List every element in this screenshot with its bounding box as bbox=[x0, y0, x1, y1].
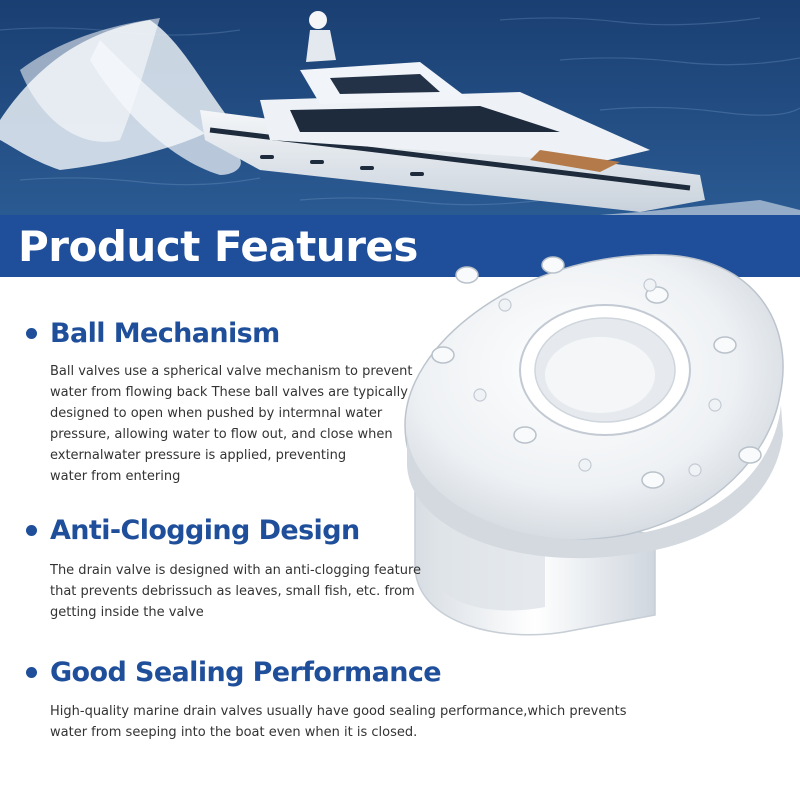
feature-title: Anti-Clogging Design bbox=[50, 515, 360, 546]
description-line: water from entering bbox=[50, 469, 181, 484]
description-line: getting inside the valve bbox=[50, 605, 204, 620]
description-line: water from seeping into the boat even when it is closed. bbox=[50, 725, 418, 740]
description-line: that prevents debrissuch as leaves, small fish, etc. from bbox=[50, 584, 415, 599]
feature-description bbox=[50, 560, 421, 623]
bullet-icon bbox=[26, 328, 37, 339]
yacht-illustration bbox=[0, 0, 800, 215]
description-line: pressure, allowing water to flow out, and close when bbox=[50, 427, 393, 442]
description-line: designed to open when pushed by intermnal water bbox=[50, 406, 383, 421]
feature-title: Ball Mechanism bbox=[50, 318, 280, 349]
feature-heading bbox=[26, 657, 441, 688]
description-line: water from flowing back These ball valves are typically bbox=[50, 385, 408, 400]
feature-title: Good Sealing Performance bbox=[50, 657, 441, 688]
hero-yacht-image bbox=[0, 0, 800, 215]
description-line: The drain valve is designed with an anti-clogging feature bbox=[50, 563, 422, 578]
drain-valve-image bbox=[395, 235, 800, 655]
feature-heading bbox=[26, 318, 280, 349]
banner-title: Product Features bbox=[18, 222, 418, 271]
feature-description bbox=[50, 361, 412, 487]
bullet-icon bbox=[26, 667, 37, 678]
feature-heading bbox=[26, 515, 360, 546]
description-line: externalwater pressure is applied, preventing bbox=[50, 448, 347, 463]
description-line: Ball valves use a spherical valve mechanism to prevent bbox=[50, 364, 413, 379]
bullet-icon bbox=[26, 525, 37, 536]
description-line: High-quality marine drain valves usually have good sealing performance,which prevents bbox=[50, 704, 627, 719]
feature-description bbox=[50, 701, 626, 743]
drain-valve-illustration bbox=[395, 235, 800, 655]
